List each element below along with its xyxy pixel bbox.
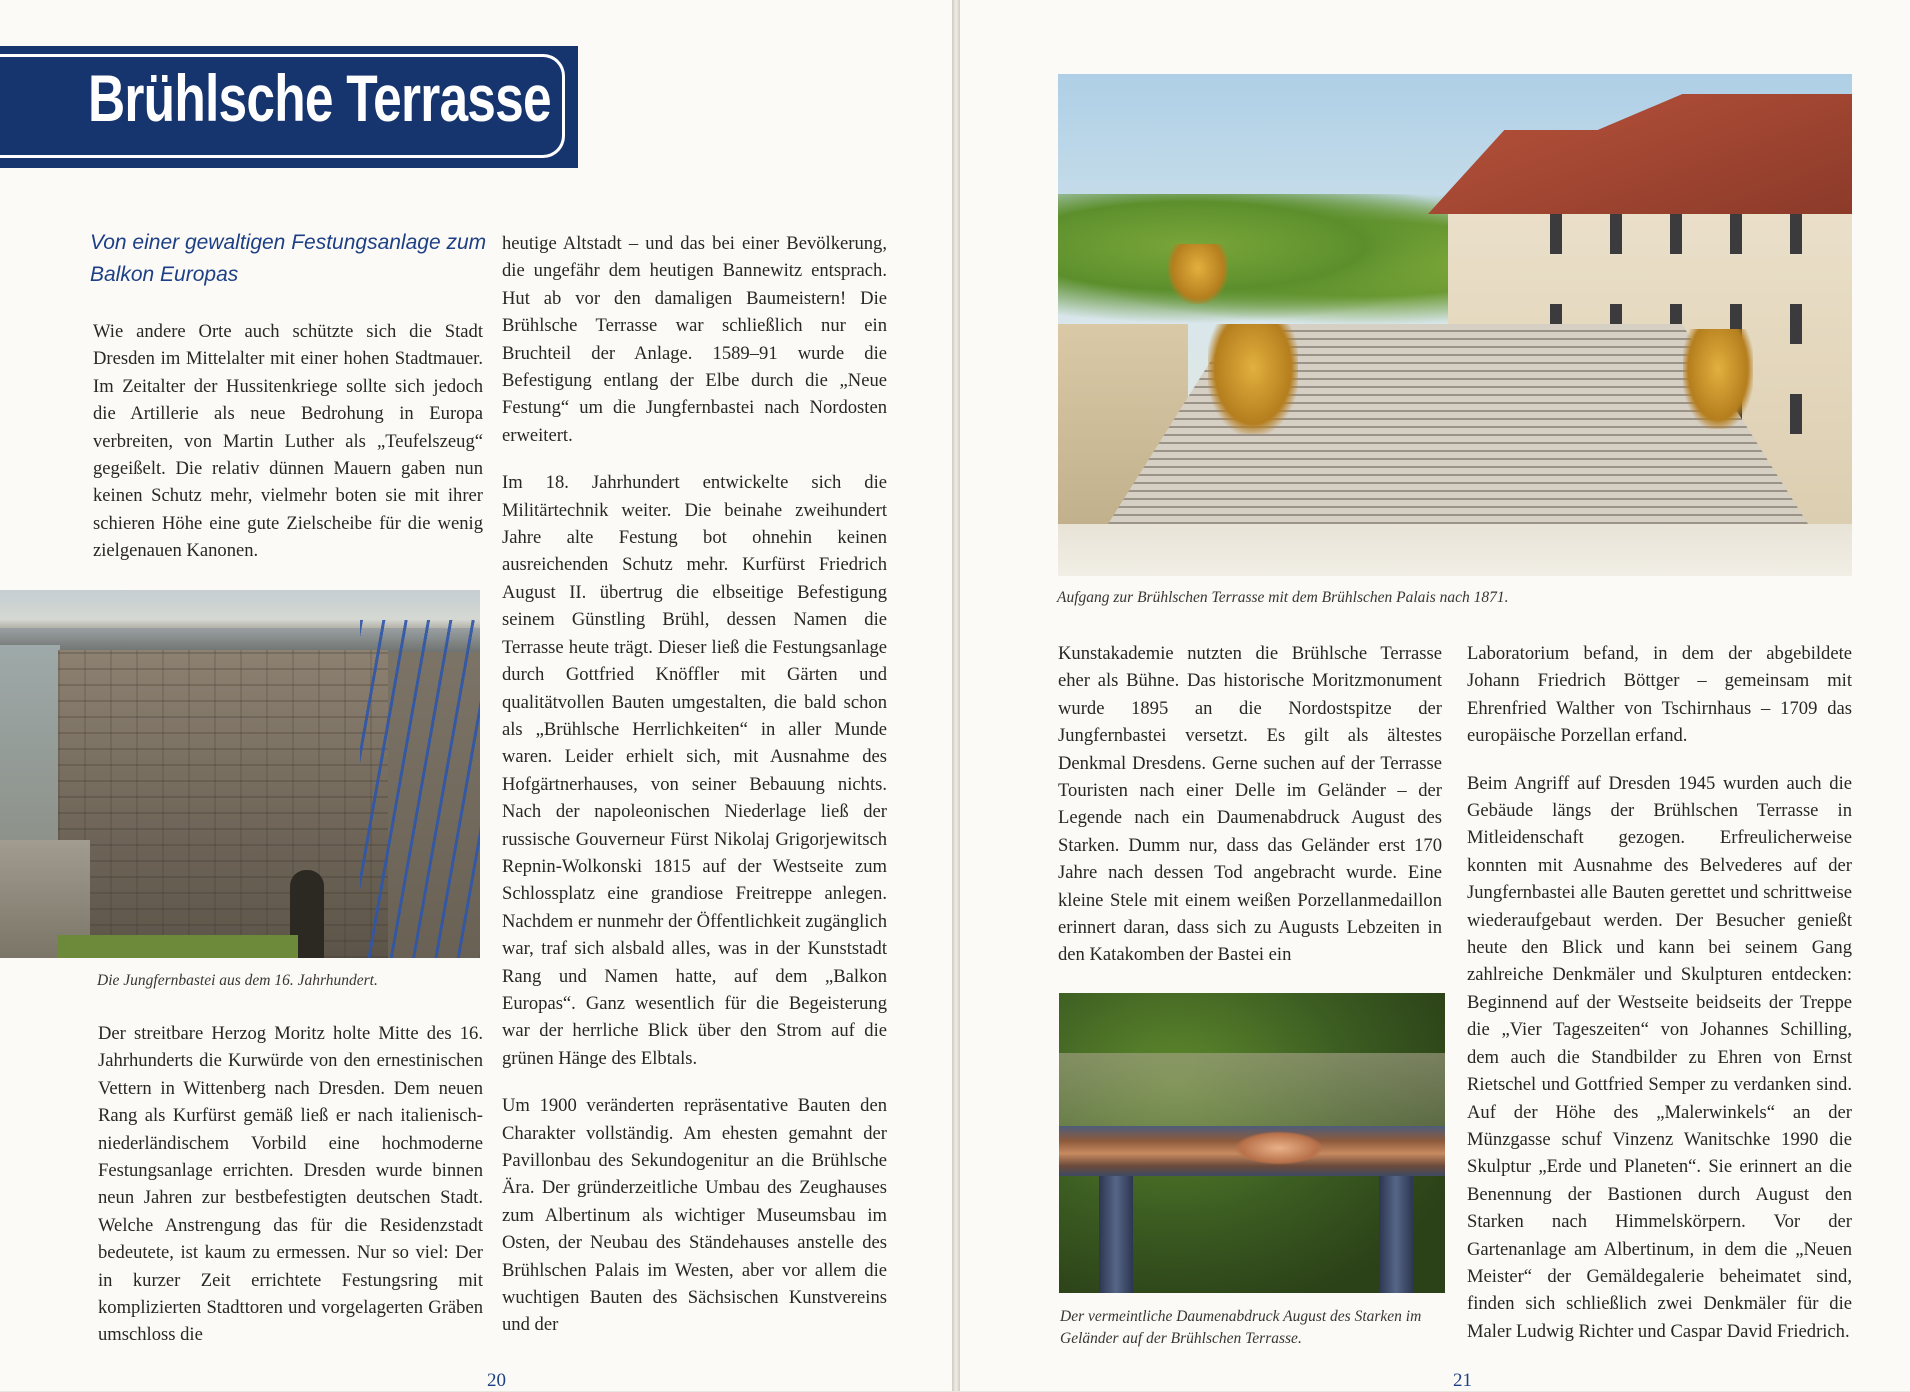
photo-railing-post	[1099, 1176, 1133, 1293]
photo-caption: Die Jungfernbastei aus dem 16. Jahrhundert.	[97, 972, 378, 989]
photo-statue	[1168, 244, 1228, 304]
left-column-1-bottom	[98, 1020, 483, 1369]
page-number: 21	[1453, 1370, 1472, 1391]
paragraph: Wie andere Orte auch schützte sich die Stadt Dresden im Mittelalter mit einer hohen Stadtmauer. Im Zeitalter der Hussitenkriege sollte sich jedoch die Artillerie als neue Bedrohung in Europa verbreiten, von Martin Luther als „Teufelszeug“ gegeißelt. Die relativ dünnen Mauern gaben nun keinen Schutz mehr, vielmehr boten sie mit ihrer schieren Höhe eine gute Zielscheibe für die wenig zielgenauen Kanonen.	[93, 321, 483, 562]
section-subtitle: Von einer gewaltigen Festungsanlage zum Balkon Europas	[90, 231, 487, 286]
left-column-1-top	[93, 318, 483, 585]
page-number: 20	[487, 1370, 506, 1391]
photo-bastion-wall	[58, 650, 388, 958]
left-page	[0, 0, 952, 1391]
photo-statue-group	[1683, 329, 1753, 429]
paragraph: Um 1900 veränderten repräsentative Bauten den Charakter vollständig. Am ehesten gemahnt der Pavillonbau des Sekundogenitur an die Brühlsche Ära. Der gründerzeitliche Umbau des Zeughauses zum Albertinum als wichtiger Museumsbau im Osten, der Neubau des Ständehauses anstelle des Brühlschen Palais im Westen, aber vor allem die wuchtigen Bauten des Sächsischen Kunstvereins und der	[502, 1095, 887, 1336]
page-title: Brühlsche Terrasse	[88, 61, 551, 135]
paragraph: Beim Angriff auf Dresden 1945 wurden auch die Gebäude längs der Brühlschen Terrasse in Mitleidenschaft gezogen. Erfreulicherweise konnten mit Ausnahme des Belvederes auf der Jungfernbastei alle Bauten gerettet und schrittweise wiederaufgebaut werden. Der Besucher genießt heute den Blick und kann bei seinem Gang zahlreiche Denkmäler und Skulpturen entdecken: Beginnend auf der Westseite beidseits der Treppe die „Vier Tageszeiten“ von Johannes Schilling, dem auch die Standbilder zu Ehren von Ernst Rietschel und Gottfried Semper zu verdanken sind. Auf der Höhe des „Malerwinkels“ an der Münzgasse schuf Vinzenz Wanitschke 1990 die Skulptur „Erde und Planeten“. Sie erinnert an die Benennung der Bastionen durch August den Starken nach Himmelskörpern. Vor der Gartenanlage am Albertinum, in dem die „Neuen Meister“ der Gemäldegalerie beheimatet sind, finden sich schließlich zwei Denkmäler für die Maler Ludwig Richter und Caspar David Friedrich.	[1467, 772, 1852, 1342]
photo-jungfernbastei	[0, 590, 480, 958]
photo-caption: Aufgang zur Brühlschen Terrasse mit dem Brühlschen Palais nach 1871.	[1057, 589, 1509, 606]
photo-statue-group	[1208, 324, 1298, 434]
title-banner	[0, 46, 578, 168]
paragraph: Im 18. Jahrhundert entwickelte sich die Militärtechnik weiter. Die beinahe zweihundert Jahre alte Festung bot ohnehin keinen ausreichenden Schutz mehr. Kurfürst Friedrich August II. übertrug die elbseitige Befestigung seinem Günstling Brühl, dessen Namen die Terrasse heute trägt. Dieser ließ die Festungsanlage durch Gottfried Knöffler mit Gärten und qualitätvollen Bauten umgestalten, die bald schon als „Brühlsche Herrlichkeiten“ in aller Munde waren. Leider erhielt sich, mit Ausnahme des Hofgärtnerhauses, von seiner Bebauung nichts. Nach der napoleonischen Niederlage ließ der russische Gouverneur Fürst Nikolaj Grigorjewitsch Repnin-Wolkonski 1815 auf der Westseite zum Schlossplatz eine grandiose Freitreppe anlegen. Nachdem er nunmehr der Öffentlichkeit zugänglich war, traf sich alsbald alles, was in der Kunststadt Rang und Namen hatte, auf dem „Balkon Europas“. Ganz wesentlich für die Begeisterung war der herrliche Blick über den Strom auf die grünen Hänge des Elbtals.	[502, 472, 887, 1069]
left-column-2	[502, 230, 887, 1359]
book-spine	[952, 0, 960, 1391]
photo-thumbprint	[1234, 1131, 1324, 1165]
photo-palace-roof	[1428, 94, 1852, 214]
photo-railing-post	[1379, 1176, 1413, 1293]
photo-river	[0, 645, 60, 865]
photo-daumenabdruck	[1059, 993, 1445, 1293]
photo-railing	[360, 620, 480, 958]
paragraph: Kunstakademie nutzten die Brühlsche Terrasse eher als Bühne. Das historische Moritzmonument wurde 1895 an die Nordostspitze der Jungfernbastei versetzt. Es gilt als ältestes Denkmal Dresdens. Gerne suchen auf der Terrasse Touristen nach einer Delle im Geländer – der Legende nach ein Daumenabdruck August des Starken. Dumm nur, dass das Geländer erst 170 Jahre nach dessen Tod angebracht wurde. Eine kleine Stele mit einem weißen Porzellanmedaillon erinnert daran, dass sich zu Augusts Lebzeiten in den Katakomben der Bastei ein	[1058, 643, 1442, 966]
paragraph: Der streitbare Herzog Moritz holte Mitte des 16. Jahrhunderts die Kurwürde von den ernestinischen Vettern in Wittenberg nach Dresden. Dem neuen Rang als Kurfürst gemäß ließ er nach italienisch-niederländischem Vorbild eine hochmoderne Festungsanlage errichten. Dresden wurde binnen neun Jahren zur bestbefestigten deutschen Stadt. Welche Anstrengung das für die Residenzstadt bedeutete, ist kaum zu ermessen. Nur so viel: Der in kurzer Zeit errichtete Festungsring mit komplizierten Stadttoren und vorgelagerten Gräben umschloss die	[98, 1023, 483, 1346]
right-column-1	[1058, 640, 1442, 989]
right-column-2	[1467, 640, 1852, 1365]
photo-grass	[58, 935, 298, 958]
photo-caption: Der vermeintliche Daumenabdruck August des Starken im Geländer auf der Brühlschen Terrasse.	[1060, 1308, 1422, 1347]
photo-terrasse-1871	[1058, 74, 1852, 576]
paragraph: heutige Altstadt – und das bei einer Bevölkerung, die ungefähr dem heutigen Bannewitz entsprach. Hut ab vor den damaligen Baumeistern! Die Brühlsche Terrasse war schließlich nur ein Bruchteil der Anlage. 1589–91 wurde die Befestigung entlang der Elbe durch die „Neue Festung“ um die Jungfernbastei nach Nordosten erweitert.	[502, 233, 887, 446]
photo-street	[1058, 524, 1852, 576]
paragraph: Laboratorium befand, in dem der abgebildete Johann Friedrich Böttger – gemeinsam mit Ehrenfried Walther von Tschirnhaus – 1709 das europäische Porzellan erfand.	[1467, 643, 1852, 747]
